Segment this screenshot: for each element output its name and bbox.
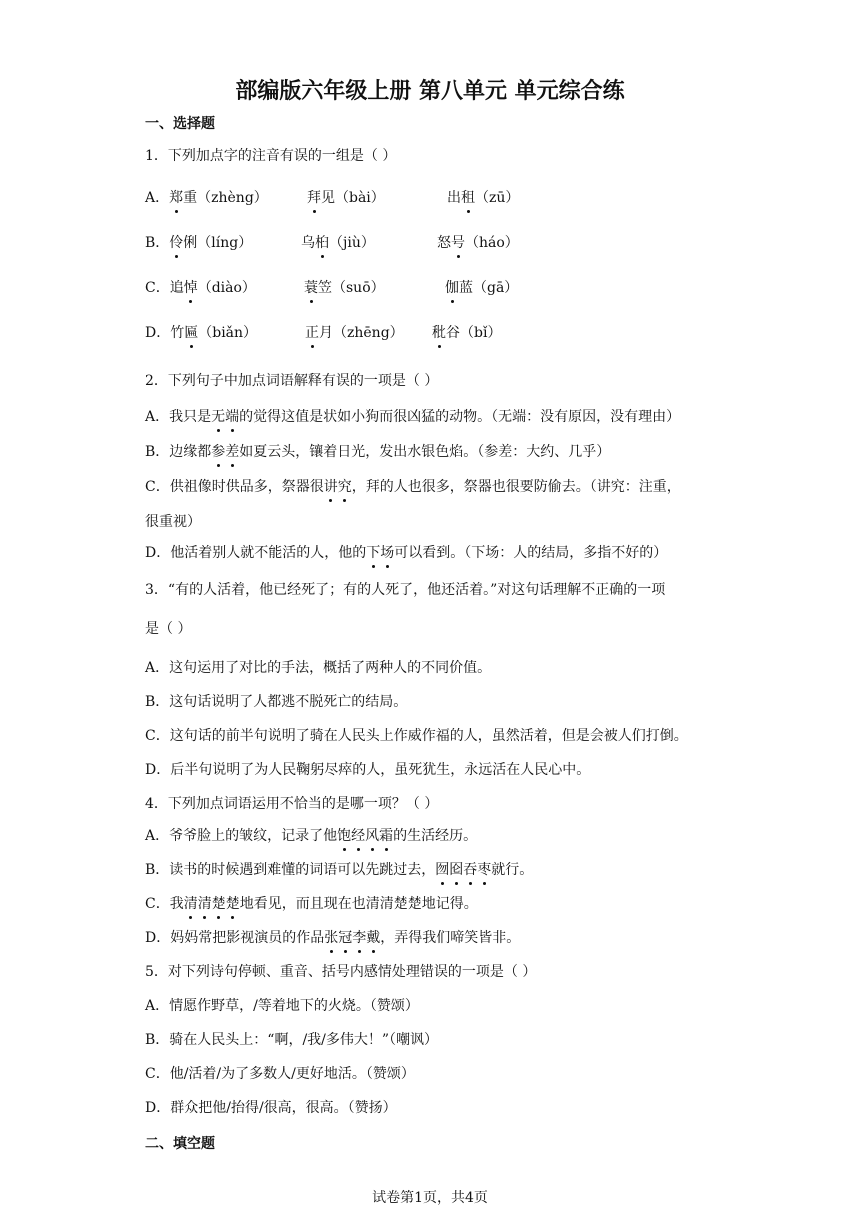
q2-option-c-line1: C．供祖像时供品多，祭器很讲究，拜的人也很多，祭器也很要防偷去。（讲究：注重， bbox=[145, 479, 681, 495]
q1-option-b bbox=[145, 233, 705, 253]
q1-d-1: D．竹匾（biǎn） bbox=[145, 325, 258, 341]
section-heading-choice: 一、选择题 bbox=[145, 116, 215, 132]
q3-option-c: C．这句话的前半句说明了骑在人民头上作威作福的人，虽然活着，但是会被人们打倒。 bbox=[145, 728, 688, 744]
q2-option-d: D．他活着别人就不能活的人，他的下场可以看到。（下场：人的结局，多指不好的） bbox=[145, 545, 668, 561]
q3-option-a: A．这句运用了对比的手法，概括了两种人的不同价值。 bbox=[145, 660, 492, 676]
q1-stem: 1．下列加点字的注音有误的一组是（ ） bbox=[145, 148, 397, 164]
q4-option-c: C．我清清楚楚地看见，而且现在也清清楚楚地记得。 bbox=[145, 896, 478, 912]
q2-option-b: B．边缘都参差如夏云头，镶着日光，发出水银色焰。（参差：大约、几乎） bbox=[145, 444, 611, 460]
q1-b-1: B．伶俐（líng） bbox=[145, 235, 253, 251]
q5-option-b: B．骑在人民头上：“啊，/我/多伟大！”（嘲讽） bbox=[145, 1032, 439, 1048]
q1-b-3: 怒号（háo） bbox=[437, 235, 519, 251]
q4-stem: 4．下列加点词语运用不恰当的是哪一项？（ ） bbox=[145, 796, 439, 812]
q2-stem: 2．下列句子中加点词语解释有误的一项是（ ） bbox=[145, 373, 439, 389]
q4-option-a: A．爷爷脸上的皱纹，记录了他饱经风霜的生活经历。 bbox=[145, 828, 478, 844]
section-heading-fill: 二、填空题 bbox=[145, 1136, 215, 1152]
page-title: 部编版六年级上册 第八单元 单元综合练 bbox=[235, 79, 625, 104]
q1-option-c bbox=[145, 278, 705, 298]
q3-stem-line1: 3．“有的人活着，他已经死了；有的人死了，他还活着。”对这句话理解不正确的一项 bbox=[145, 582, 666, 598]
q4-option-d: D．妈妈常把影视演员的作品张冠李戴，弄得我们啼笑皆非。 bbox=[145, 930, 521, 946]
q2-option-c-line2: 很重视） bbox=[145, 514, 201, 530]
q3-stem-line2: 是（ ） bbox=[145, 621, 192, 637]
q1-b-2: 乌桕（jiù） bbox=[301, 235, 375, 251]
q1-d-3: 秕谷（bǐ） bbox=[432, 325, 502, 341]
q1-a-3: 出租（zū） bbox=[447, 190, 520, 206]
q5-option-a: A．情愿作野草，/等着地下的火烧。（赞颂） bbox=[145, 998, 419, 1014]
q3-option-b: B．这句话说明了人都逃不脱死亡的结局。 bbox=[145, 694, 408, 710]
page-footer: 试卷第1页，共4页 bbox=[372, 1190, 488, 1206]
q1-a-1: A．郑重（zhèng） bbox=[145, 190, 268, 206]
q2-option-a: A．我只是无端的觉得这值是状如小狗而很凶猛的动物。（无端：没有原因，没有理由） bbox=[145, 409, 681, 425]
q1-option-d bbox=[145, 323, 705, 343]
q4-option-b: B．读书的时候遇到难懂的词语可以先跳过去，囫囵吞枣就行。 bbox=[145, 862, 534, 878]
q1-option-a bbox=[145, 188, 705, 208]
q1-c-2: 蓑笠（suō） bbox=[304, 280, 385, 296]
q1-d-2: 正月（zhēng） bbox=[305, 325, 404, 341]
q1-a-2: 拜见（bài） bbox=[307, 190, 385, 206]
q3-option-d: D．后半句说明了为人民鞠躬尽瘁的人，虽死犹生，永远活在人民心中。 bbox=[145, 762, 591, 778]
q1-c-1: C．追悼（diào） bbox=[145, 280, 256, 296]
q5-option-d: D．群众把他/抬得/很高，很高。（赞扬） bbox=[145, 1100, 397, 1116]
q5-stem: 5．对下列诗句停顿、重音、括号内感情处理错误的一项是（ ） bbox=[145, 964, 537, 980]
q1-c-3: 伽蓝（gā） bbox=[445, 280, 519, 296]
q5-option-c: C．他/活着/为了多数人/更好地活。（赞颂） bbox=[145, 1066, 415, 1082]
